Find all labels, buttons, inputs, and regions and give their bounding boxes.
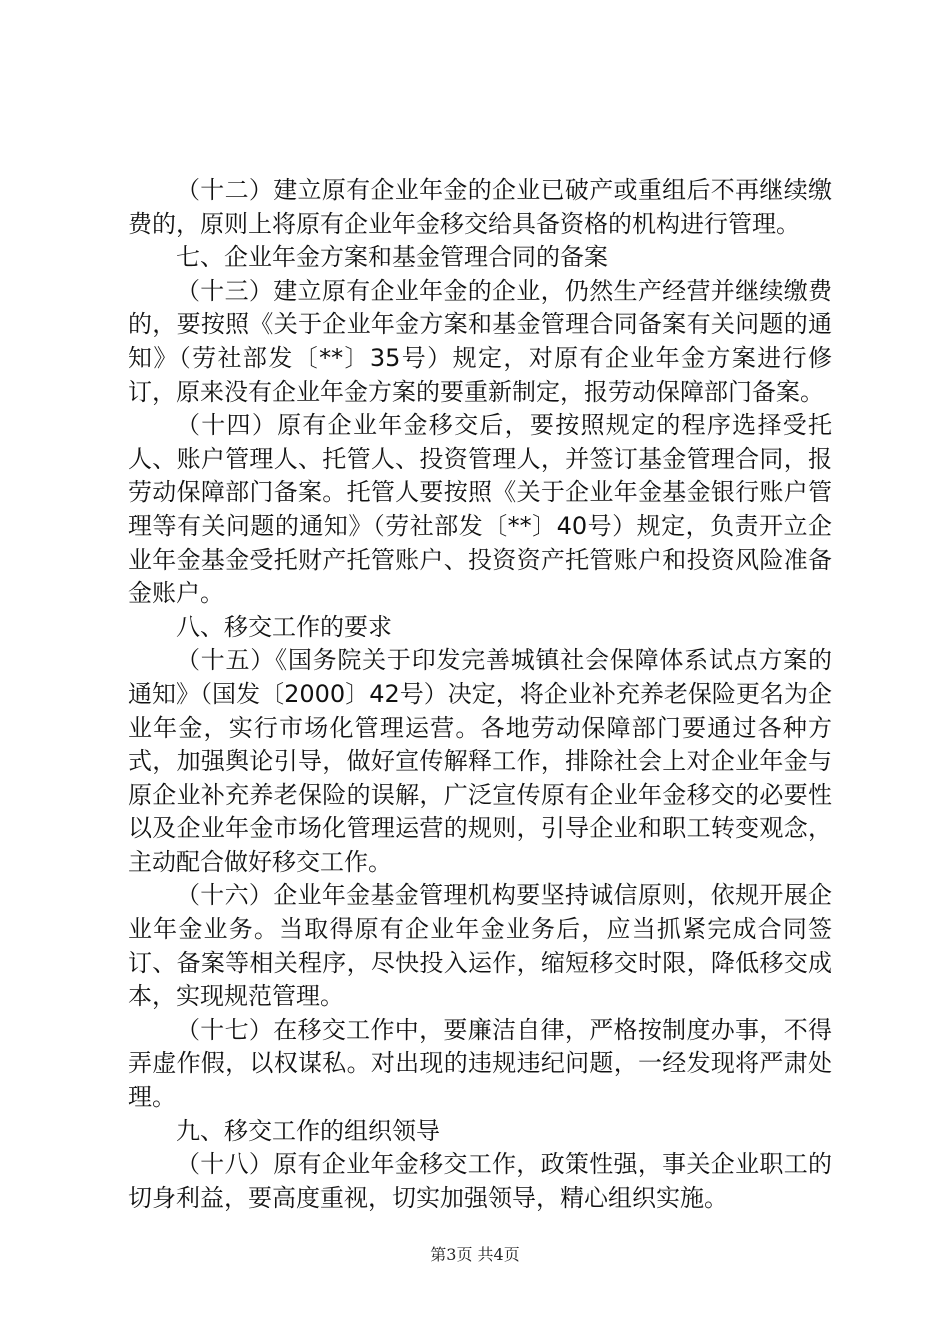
paragraph-18: （十八）原有企业年金移交工作，政策性强，事关企业职工的切身利益，要高度重视，切实加强领导，精心组织实施。: [128, 1150, 832, 1212]
document-body: [128, 174, 832, 1215]
section-heading-8: 八、移交工作的要求: [176, 612, 392, 641]
paragraph-12: （十二）建立原有企业年金的企业已破产或重组后不再继续缴费的，原则上将原有企业年金移交给具备资格的机构进行管理。: [128, 176, 832, 238]
paragraph-16: （十六）企业年金基金管理机构要坚持诚信原则，依规开展企业年金业务。当取得原有企业年金业务后，应当抓紧完成合同签订、备案等相关程序，尽快投入运作，缩短移交时限，降低移交成本，实现规范管理。: [128, 881, 832, 1011]
section-heading-9: 九、移交工作的组织领导: [176, 1116, 440, 1145]
section-heading-7: 七、企业年金方案和基金管理合同的备案: [176, 243, 608, 272]
paragraph-14: （十四）原有企业年金移交后，要按照规定的程序选择受托人、账户管理人、托管人、投资管理人，并签订基金管理合同，报劳动保障部门备案。托管人要按照《关于企业年金基金银行账户管理等有关问题的通知》（劳社部发〔**〕40号）规定，负责开立企业年金基金受托财产托管账户、投资资产托管账户和投资风险准备金账户。: [128, 411, 832, 608]
paragraph-17: （十七）在移交工作中，要廉洁自律，严格按制度办事，不得弄虚作假，以权谋私。对出现的违规违纪问题，一经发现将严肃处理。: [128, 1015, 832, 1112]
paragraph-13: （十三）建立原有企业年金的企业，仍然生产经营并继续缴费的，要按照《关于企业年金方案和基金管理合同备案有关问题的通知》（劳社部发〔**〕35号）规定，对原有企业年金方案进行修订，原来没有企业年金方案的要重新制定，报劳动保障部门备案。: [128, 276, 832, 406]
page-number-footer: 第3页 共4页: [430, 1245, 520, 1264]
paragraph-15: （十五）《国务院关于印发完善城镇社会保障体系试点方案的通知》（国发〔2000〕42号）决定，将企业补充养老保险更名为企业年金，实行市场化管理运营。各地劳动保障部门要通过各种方式，加强舆论引导，做好宣传解释工作，排除社会上对企业年金与原企业补充养老保险的误解，广泛宣传原有企业年金移交的必要性以及企业年金市场化管理运营的规则，引导企业和职工转变观念，主动配合做好移交工作。: [128, 646, 832, 876]
